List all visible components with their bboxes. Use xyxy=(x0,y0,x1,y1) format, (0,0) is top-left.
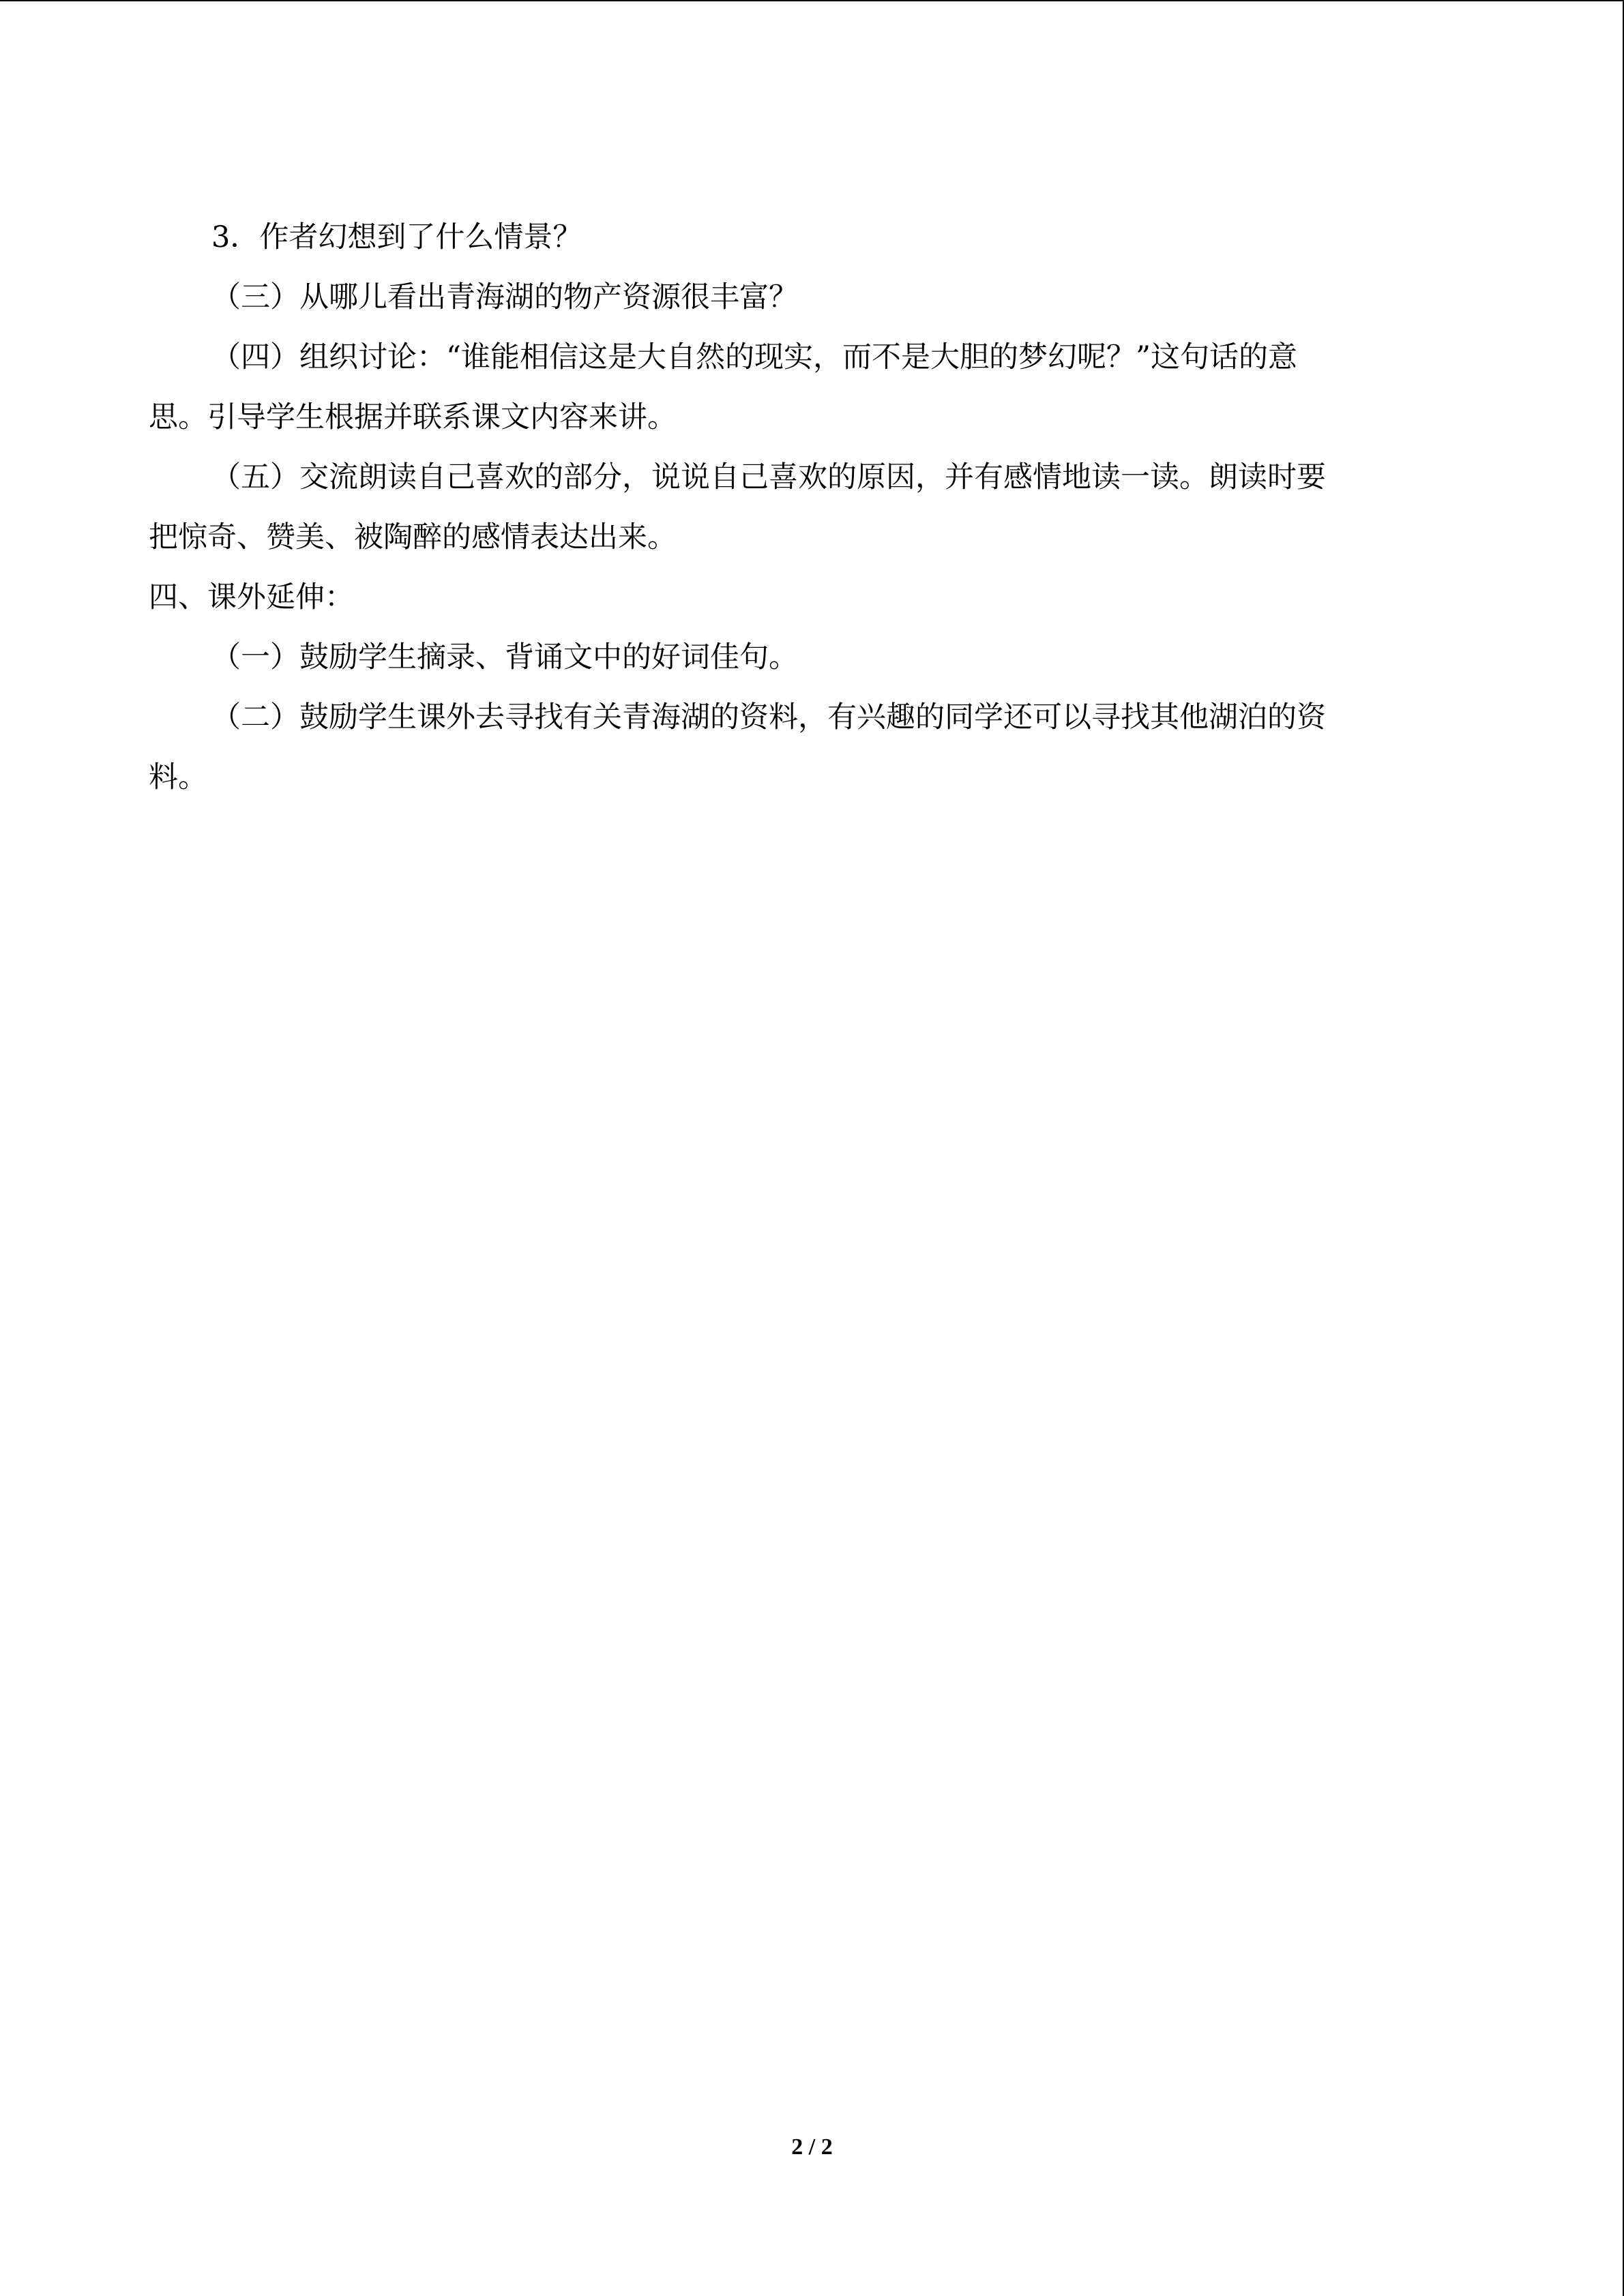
section-4-paragraph-line-1: （四）组织讨论：“谁能相信这是大自然的现实，而不是大胆的梦幻呢？”这句话的意 xyxy=(211,340,1297,374)
section-3-paragraph: （三）从哪儿看出青海湖的物产资源很丰富？ xyxy=(211,280,798,314)
heading-extension: 四、课外延伸： xyxy=(149,580,354,614)
section-4-paragraph-line-2: 思。引导学生根据并联系课文内容来讲。 xyxy=(149,400,677,434)
section-5-paragraph-line-2: 把惊奇、赞美、被陶醉的感情表达出来。 xyxy=(149,520,677,554)
extension-item-2-line-1: （二）鼓励学生课外去寻找有关青海湖的资料，有兴趣的同学还可以寻找其他湖泊的资 xyxy=(211,700,1326,734)
section-5-paragraph-line-1: （五）交流朗读自己喜欢的部分，说说自己喜欢的原因，并有感情地读一读。朗读时要 xyxy=(211,460,1326,494)
question-3: 3．作者幻想到了什么情景？ xyxy=(211,220,582,254)
page-number: 2 / 2 xyxy=(791,2134,833,2160)
document-body xyxy=(149,207,1462,807)
extension-item-1: （一）鼓励学生摘录、背诵文中的好词佳句。 xyxy=(211,640,798,674)
extension-item-2-line-2: 料。 xyxy=(149,760,207,794)
